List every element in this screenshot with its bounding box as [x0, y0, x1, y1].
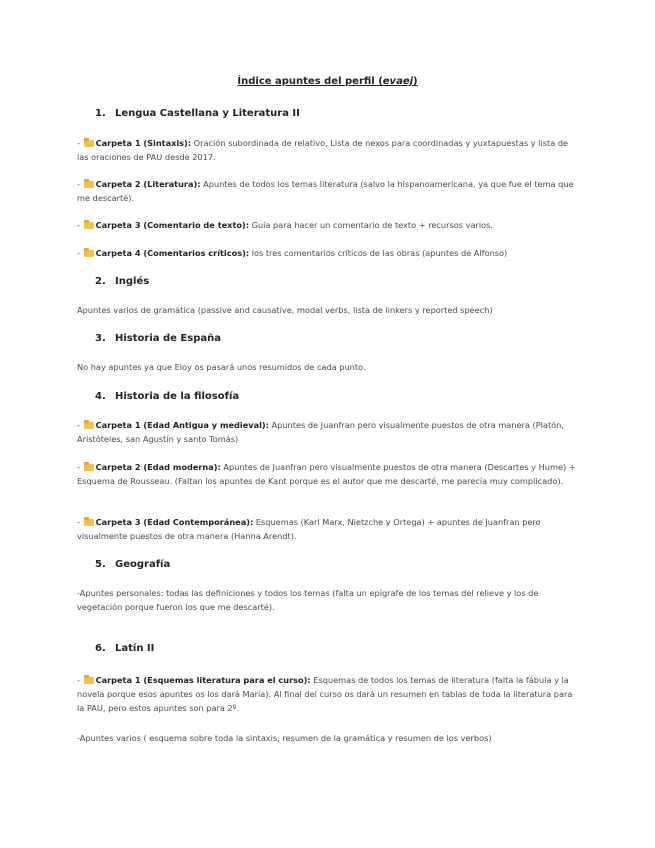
list-item-lengua-2: - Carpeta 2 (Literatura): Apuntes de todos los temas literatura (salvo la hispanoamericana, ya que fue el tema que me descarté).: [77, 179, 574, 203]
title-user: evaej: [382, 76, 414, 87]
section-heading-lengua: [95, 108, 300, 119]
section-heading-latin: [95, 643, 154, 654]
title-suffix: ): [413, 76, 418, 87]
item-text: Guía para hacer un comentario de texto + recursos varios.: [249, 220, 493, 230]
section-number: 4.: [95, 391, 106, 402]
section-title: Inglés: [115, 276, 150, 287]
item-text: Apuntes de todos los temas literatura (salvo la hispanoamericana, ya que fue el tema que me descarté).: [77, 179, 574, 203]
item-text: Esquemas (Karl Marx, Nietzche y Ortega) + apuntes de Juanfran pero visualmente puestos de otra manera (Hanna Arendt).: [77, 517, 541, 541]
list-item-lengua-1: - Carpeta 1 (Sintaxis): Oración subordinada de relativo, Lista de nexos para coordinadas y yuxtapuestas y lista de las oraciones de PAU desde 2017.: [77, 138, 569, 162]
page-title: [0, 76, 655, 87]
folder-icon: [84, 464, 94, 471]
item-label: Carpeta 1 (Esquemas literatura para el curso):: [95, 675, 311, 685]
title-prefix: Índice apuntes del perfil (: [237, 76, 383, 87]
list-item-lengua-4: - Carpeta 4 (Comentarios críticos): los tres comentarios críticos de las obras (apuntes de Alfonso): [77, 248, 508, 258]
section-number: 1.: [95, 108, 106, 119]
folder-icon: [84, 181, 94, 188]
section-number: 5.: [95, 559, 106, 570]
section-title: Historia de la filosofía: [115, 391, 240, 402]
list-item-filo-1: - Carpeta 1 (Edad Antigua y medieval): Apuntes de Juanfran pero visualmente puestos de otra manera (Platón, Aristóteles, san Agustín y santo Tomás): [77, 420, 564, 444]
folder-icon: [84, 222, 94, 229]
section-heading-geografia: [95, 559, 170, 570]
folder-icon: [84, 422, 94, 429]
item-label: Carpeta 3 (Comentario de texto):: [95, 220, 249, 230]
folder-icon: [84, 519, 94, 526]
list-item-lengua-3: - Carpeta 3 (Comentario de texto): Guía para hacer un comentario de texto + recursos varios.: [77, 220, 493, 230]
item-label: Carpeta 2 (Literatura):: [95, 179, 201, 189]
item-text: los tres comentarios críticos de las obras (apuntes de Alfonso): [249, 248, 508, 258]
section-heading-ingles: [95, 276, 149, 287]
section-number: 6.: [95, 643, 106, 654]
item-label: Carpeta 2 (Edad moderna):: [95, 462, 221, 472]
section-title: Lengua Castellana y Literatura II: [115, 108, 300, 119]
item-label: Carpeta 1 (Edad Antigua y medieval):: [95, 420, 269, 430]
section-number: 2.: [95, 276, 106, 287]
section-title: Geografía: [115, 559, 171, 570]
section-heading-historia: [95, 333, 221, 344]
item-label: Carpeta 1 (Sintaxis):: [95, 138, 192, 148]
paragraph-historia: No hay apuntes ya que Eloy os pasará unos resumidos de cada punto.: [77, 362, 366, 372]
item-text: Apuntes de Juanfran pero visualmente puestos de otra manera (Descartes y Hume) + Esquema de Rousseau. (Faltan los apuntes de Kant porque es el autor que me descarté, me parecía muy complicado).: [77, 462, 576, 486]
item-text: Apuntes de Juanfran pero visualmente puestos de otra manera (Platón, Aristóteles, san Agustín y santo Tomás): [77, 420, 564, 444]
folder-icon: [84, 250, 94, 257]
list-item-latin-1: - Carpeta 1 (Esquemas literatura para el curso): Esquemas de todos los temas de literatura (falta la fábula y la novela porque esos apuntes os los dará María). Al final del curso os dará un resumen en tablas de toda la literatura para la PAU, pero estos apuntes son para 2º.: [77, 675, 573, 713]
section-heading-filosofia: [95, 391, 239, 402]
list-item-filo-3: - Carpeta 3 (Edad Contemporánea): Esquemas (Karl Marx, Nietzche y Ortega) + apuntes de Juanfran pero visualmente puestos de otra manera (Hanna Arendt).: [77, 517, 541, 541]
list-item-filo-2: - Carpeta 2 (Edad moderna): Apuntes de Juanfran pero visualmente puestos de otra manera (Descartes y Hume) + Esquema de Rousseau. (Faltan los apuntes de Kant porque es el autor que me descarté, me parecía muy complicado).: [77, 462, 576, 486]
paragraph-geografia: -Apuntes personales: todas las definiciones y todos los temas (falta un epígrafe de los temas del relieve y los de vegetación porque fueron los que me descarté).: [77, 588, 539, 612]
item-label: Carpeta 3 (Edad Contemporánea):: [95, 517, 254, 527]
item-label: Carpeta 4 (Comentarios críticos):: [95, 248, 250, 258]
section-title: Latín II: [115, 643, 155, 654]
paragraph-ingles: Apuntes varios de gramática (passive and causative, modal verbs, lista de linkers y reported speech): [77, 305, 493, 315]
item-text: Oración subordinada de relativo, Lista de nexos para coordinadas y yuxtapuestas y lista de las oraciones de PAU desde 2017.: [77, 138, 569, 162]
folder-icon: [84, 677, 94, 684]
item-text: Esquemas de todos los temas de literatura (falta la fábula y la novela porque esos apuntes os los dará María). Al final del curso os dará un resumen en tablas de toda la literatura para la PAU, pero estos apuntes son para 2º.: [77, 675, 573, 713]
folder-icon: [84, 140, 94, 147]
section-title: Historia de España: [115, 333, 221, 344]
paragraph-latin-2: -Apuntes varios ( esquema sobre toda la sintaxis, resumen de la gramática y resumen de los verbos): [77, 733, 492, 743]
section-number: 3.: [95, 333, 106, 344]
